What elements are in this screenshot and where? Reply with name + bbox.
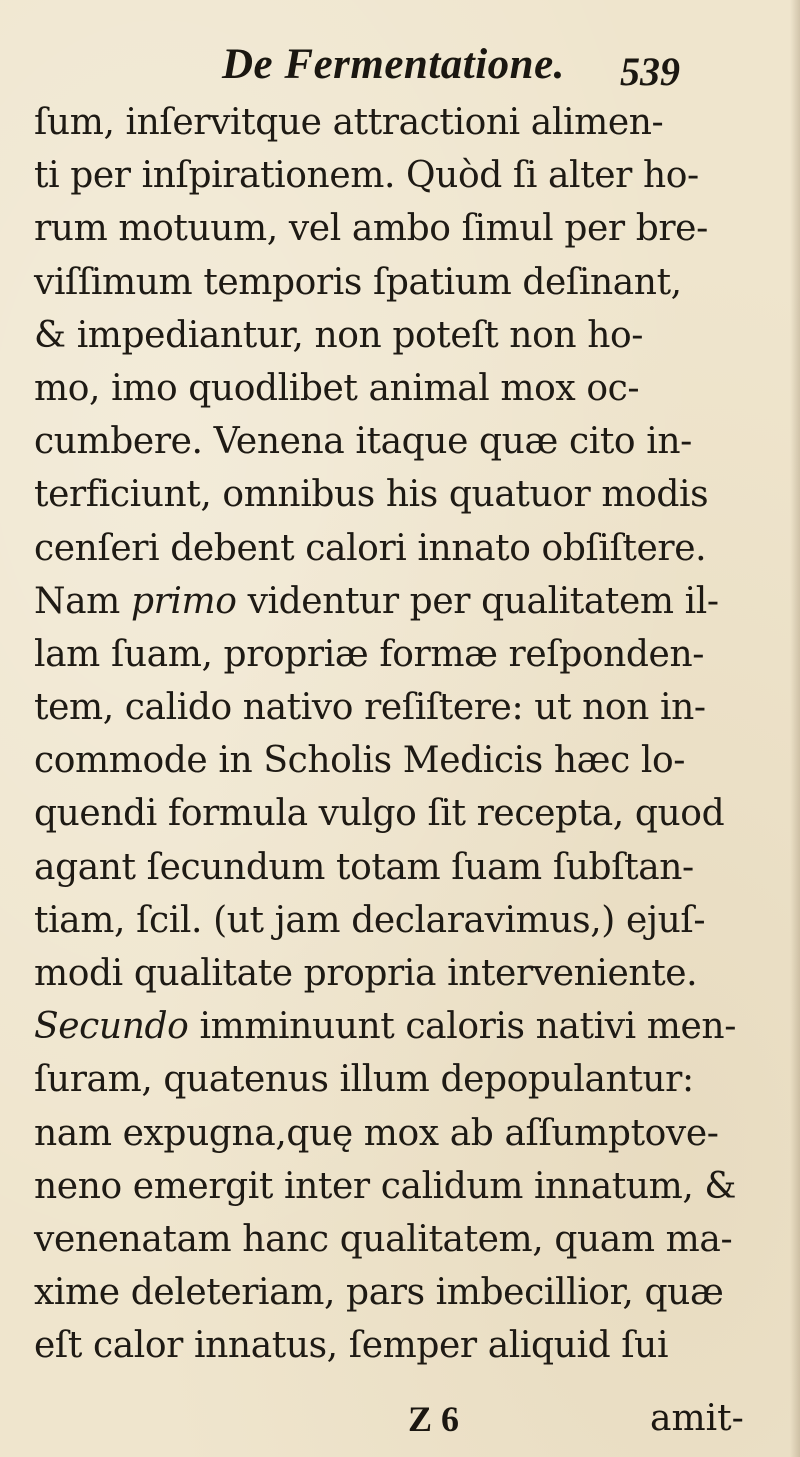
text-line: terficiunt, omnibus his quatuor modis [34, 474, 709, 516]
text-line: eſt calor innatus, ſemper aliquid ſui [34, 1325, 669, 1367]
text-line: lam ſuam, propriæ formæ reſponden- [34, 633, 704, 675]
text-line: ſum, inſervitque attractioni alimen- [34, 102, 664, 143]
signature-mark: Z 6 [408, 1399, 460, 1439]
page-header [0, 36, 800, 96]
body-text [34, 96, 794, 1373]
page-edge-shadow [790, 0, 800, 1457]
text-line: neno emergit inter calidum innatum, & [34, 1165, 737, 1207]
text-line: ſuram, quatenus illum depopulantur: [34, 1059, 694, 1101]
text-line: nam expugna,quę mox ab aſſumptove- [34, 1112, 719, 1154]
text-line: commode in Scholis Medicis hæc lo- [34, 740, 686, 782]
text-line: ti per inſpirationem. Quòd ſi alter ho- [34, 155, 699, 197]
text-line: modi qualitate propria interveniente. [34, 953, 698, 994]
text-line: cumbere. Venena itaque quæ cito in- [34, 421, 692, 463]
text-line: venenatam hanc qualitatem, quam ma- [34, 1218, 733, 1260]
emphasis-word: Secundo [34, 1006, 189, 1048]
text-line: Nam primo videntur per qualitatem il- [34, 580, 719, 622]
text-line: Secundo imminuunt caloris nativi men- [34, 1006, 736, 1048]
running-title: De Fermentatione. [222, 41, 565, 88]
emphasis-word: primo [130, 580, 237, 622]
text-line: xime deleteriam, pars imbecillior, quæ [34, 1272, 724, 1314]
page-number: 539 [620, 49, 680, 94]
text-line: viſſimum temporis ſpatium deſinant, [34, 261, 682, 303]
text-line: tiam, ſcil. (ut jam declaravimus,) ejuſ- [34, 899, 706, 941]
text-line: & impediantur, non poteſt non ho- [34, 314, 644, 356]
text-line: rum motuum, vel ambo ſimul per bre- [34, 208, 708, 250]
text-line: cenſeri debent calori innato obſiſtere. [34, 527, 707, 569]
text-line: quendi formula vulgo ſit recepta, quod [34, 793, 725, 835]
catchword: amit- [650, 1398, 744, 1439]
text-line: mo, imo quodlibet animal mox oc- [34, 367, 640, 409]
page-footer [0, 1398, 800, 1448]
text-line: tem, calido nativo reſiſtere: ut non in- [34, 687, 706, 729]
text-line: agant ſecundum totam ſuam ſubſtan- [34, 846, 694, 888]
